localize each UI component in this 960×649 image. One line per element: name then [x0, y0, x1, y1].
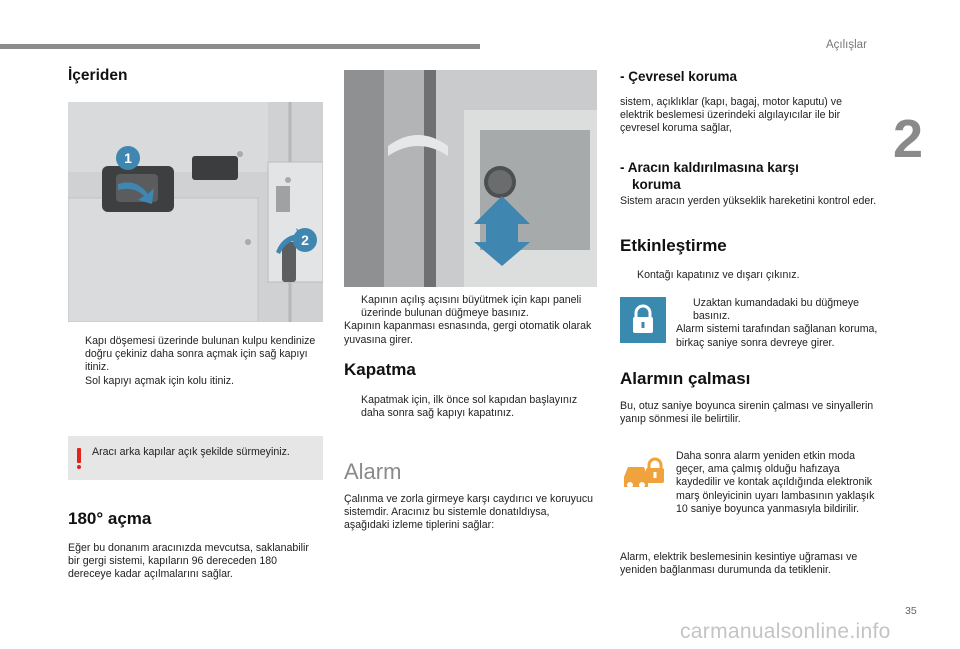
enlarge-block	[344, 294, 597, 347]
watermark-text: carmanualsonline.info	[680, 620, 891, 643]
padlock-closed-icon	[620, 297, 666, 343]
callout-2: 2	[301, 232, 309, 248]
alarm-memory-text: Daha sonra alarm yeniden etkin moda geçer, ama çalmış olduğu hafızaya kaydedilir ve kontak açıldığında elektronik marş önleyicinin uyarı lambasının yaklaşık 10 saniye boyunca yanmasıyla bildirilir.	[676, 450, 875, 515]
step-item	[68, 335, 326, 375]
step-text: Kontağı kapatınız ve dışarı çıkınız.	[637, 269, 800, 281]
heading-inside: İçeriden	[68, 67, 128, 84]
alarm-operation-text: Bu, otuz saniye boyunca sirenin çalması ve sinyallerin yanıp sönmesi ile belirtilir.	[620, 400, 874, 426]
section-title: Açılışlar	[826, 39, 867, 51]
activation-step2	[676, 297, 878, 350]
lift-heading-line2: koruma	[632, 177, 681, 192]
heading-lift-protection	[620, 159, 799, 193]
step-text: Uzaktan kumandadaki bu düğmeye basınız.	[693, 297, 860, 323]
heading-180-opening: 180° açma	[68, 509, 152, 528]
step-text: Sol kapıyı açmak için kolu itiniz.	[85, 374, 234, 387]
step-text: Kapının açılış açısını büyütmek için kapı paneli üzerinde bulunan düğmeye basınız.	[361, 294, 582, 320]
enlarge-after-text: Kapının kapanması esnasında, gergi otomatik olarak yuvasına girer.	[344, 320, 592, 346]
lift-heading-line1: - Aracın kaldırılmasına karşı	[620, 160, 799, 175]
lift-text: Sistem aracın yerden yükseklik hareketini kontrol eder.	[620, 195, 877, 207]
warning-text: Aracı arka kapılar açık şekilde sürmeyiniz.	[92, 446, 290, 458]
step-item	[344, 394, 597, 420]
header-rule	[0, 44, 480, 49]
inside-steps	[68, 335, 326, 388]
step-text: Kapatmak için, ilk önce sol kapıdan başlayınız daha sonra sağ kapıyı kapatınız.	[361, 394, 578, 420]
heading-alarm-operation: Alarmın çalması	[620, 369, 751, 388]
opening180-text: Eğer bu donanım aracınızda mevcutsa, saklanabilir bir gergi sistemi, kapıların 96 dereceden 180 dereceye kadar açılmalarını sağlar.	[68, 542, 309, 581]
chapter-number: 2	[893, 109, 924, 169]
step-item	[344, 294, 597, 320]
heading-alarm: Alarm	[344, 459, 402, 484]
step-item	[620, 269, 878, 282]
padlock-closed-glyph	[620, 297, 666, 343]
step-text: Kapı döşemesi üzerinde bulunan kulpu kendinize doğru çekiniz daha sonra açmak için sağ kapıyı itiniz.	[85, 335, 316, 374]
door-stay-illustration	[344, 70, 597, 287]
heading-activation: Etkinleştirme	[620, 236, 727, 255]
page-number: 35	[905, 605, 917, 617]
alarm-intro-text: Çalınma ve zorla girmeye karşı caydırıcı ve koruyucu sistemdir. Aracınız bu sistemle donatıldıysa, aşağıdaki izleme tiplerini sağlar:	[344, 493, 594, 532]
activation-after-text: Alarm sistemi tarafından sağlanan koruma, birkaç saniye sonra devreye girer.	[676, 323, 878, 349]
door-interior-photo	[68, 102, 323, 322]
exclamation-icon	[76, 448, 82, 470]
step-item	[68, 375, 326, 388]
heading-closing: Kapatma	[344, 360, 416, 379]
callout-1: 1	[124, 150, 132, 166]
alarm-power-text: Alarm, elektrik beslemesinin kesintiye uğraması ve yeniden bağlanması durumunda da tetiklenir.	[620, 551, 858, 577]
warning-box	[68, 436, 323, 480]
heading-perimeter: - Çevresel koruma	[620, 69, 738, 84]
car-alarm-lock-glyph	[622, 455, 664, 495]
door-interior-illustration	[68, 102, 323, 322]
door-stay-photo	[344, 70, 597, 287]
perimeter-text: sistem, açıklıklar (kapı, bagaj, motor kaputu) ve elektrik beslemesi üzerindeki algılayıcılar ile bir çevresel koruma sağlar,	[620, 96, 842, 135]
car-alarm-lock-icon	[622, 455, 664, 495]
activation-step1	[620, 269, 878, 282]
step-item	[676, 297, 878, 323]
closing-block	[344, 394, 597, 420]
